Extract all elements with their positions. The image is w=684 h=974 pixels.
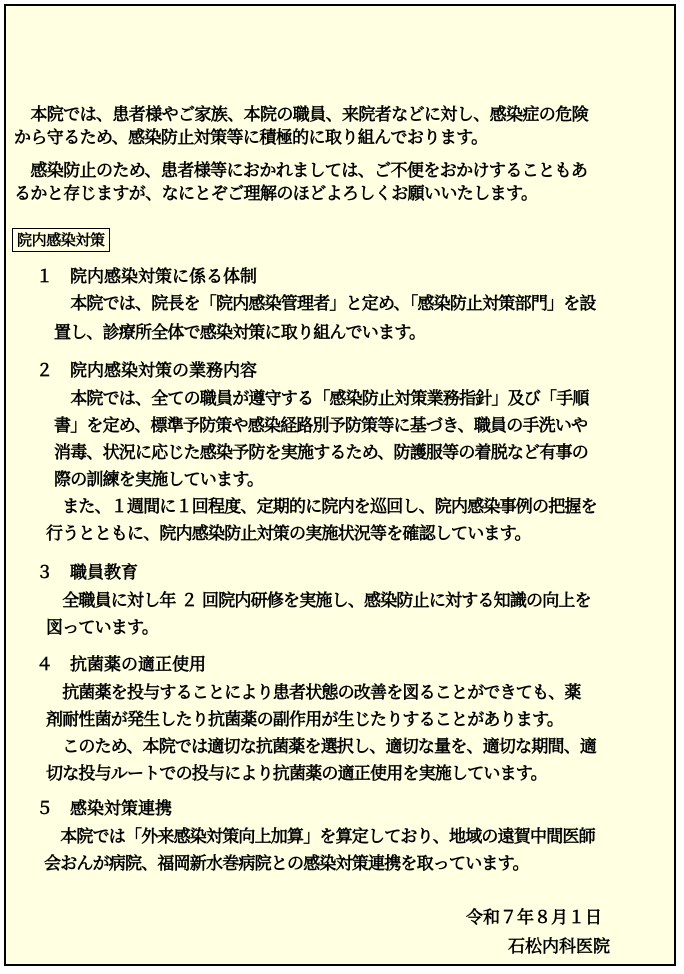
body-line: 際の訓練を実施しています。 <box>54 470 264 490</box>
section-5-heading <box>36 798 172 821</box>
body-line: 図っています。 <box>46 618 159 638</box>
section-number: ３ <box>36 563 53 583</box>
section-number: ２ <box>36 361 53 381</box>
intro-line: 感染防止のため、患者様等におかれましては、ご不便をおかけすることもあ <box>14 161 588 181</box>
section-2-body <box>54 386 589 494</box>
section-title: 抗菌薬の適正使用 <box>70 655 206 675</box>
intro-line: 本院では、患者様やご家族、本院の職員、来院者などに対し、感染症の危険 <box>14 105 588 125</box>
body-line: 会おんが病院、福岡新水巻病院との感染対策連携を取っています。 <box>44 854 529 874</box>
section-number: ４ <box>36 655 53 675</box>
body-line: 全職員に対し年 ２ 回院内研修を実施し、感染防止に対する知識の向上を <box>46 591 591 611</box>
section-4-heading <box>36 654 206 677</box>
intro-paragraph-1 <box>14 104 588 150</box>
section-3-body <box>46 588 591 642</box>
body-line: 書」を定め、標準予防策や感染経路別予防策等に基づき、職員の手洗いや <box>54 416 588 436</box>
issue-date: 令和７年８月１日 <box>466 908 602 928</box>
body-line: 置し、診療所全体で感染対策に取り組んでいます。 <box>54 323 426 343</box>
intro-line: から守るため、感染防止対策等に積極的に取り組んでおります。 <box>14 128 488 148</box>
section-2-heading <box>36 360 257 383</box>
body-line: 切な投与ルートでの投与により抗菌薬の適正使用を実施しています。 <box>46 764 547 784</box>
infection-control-notice <box>4 4 676 966</box>
body-line: 本院では「外来感染対策向上加算」を算定しており、地域の遠賀中間医師 <box>44 827 595 847</box>
section-title: 職員教育 <box>70 563 138 583</box>
intro-line: るかと存じますが、なにとぞご理解のほどよろしくお願いいたします。 <box>14 184 538 204</box>
section-5-body <box>44 824 595 878</box>
section-3-heading <box>36 562 138 585</box>
section-1-heading <box>36 266 257 289</box>
section-label-box: 院内感染対策 <box>12 228 110 252</box>
section-1-body <box>54 293 596 345</box>
body-line: 本院では、全ての職員が遵守する「感染防止対策業務指針」及び「手順 <box>54 389 589 409</box>
section-4-body <box>46 680 596 788</box>
section-title: 院内感染対策に係る体制 <box>70 267 257 287</box>
section-number: １ <box>36 267 53 287</box>
section-title: 感染対策連携 <box>70 799 172 819</box>
body-line: 行うとともに、院内感染防止対策の実施状況等を確認しています。 <box>46 524 531 544</box>
body-line: 剤耐性菌が発生したり抗菌薬の副作用が生じたりすることがあります。 <box>46 710 564 730</box>
body-line: また、１週間に１回程度、定期的に院内を巡回し、院内感染事例の把握を <box>46 497 597 517</box>
body-line: このため、本院では適切な抗菌薬を選択し、適切な量を、適切な期間、適 <box>46 737 597 757</box>
section-title: 院内感染対策の業務内容 <box>70 361 257 381</box>
body-line: 本院では、院長を「院内感染管理者」と定め、「感染防止対策部門」を設 <box>54 294 596 314</box>
signature-block <box>466 904 610 962</box>
section-number: ５ <box>36 799 53 819</box>
section-2-body-extra <box>46 494 597 548</box>
hospital-name: 石松内科医院 <box>508 937 610 957</box>
body-line: 抗菌薬を投与することにより患者状態の改善を図ることができても、薬 <box>46 683 581 703</box>
intro-paragraph-2 <box>14 160 587 206</box>
body-line: 消毒、状況に応じた感染予防を実施するため、防護服等の着脱など有事の <box>54 443 588 463</box>
